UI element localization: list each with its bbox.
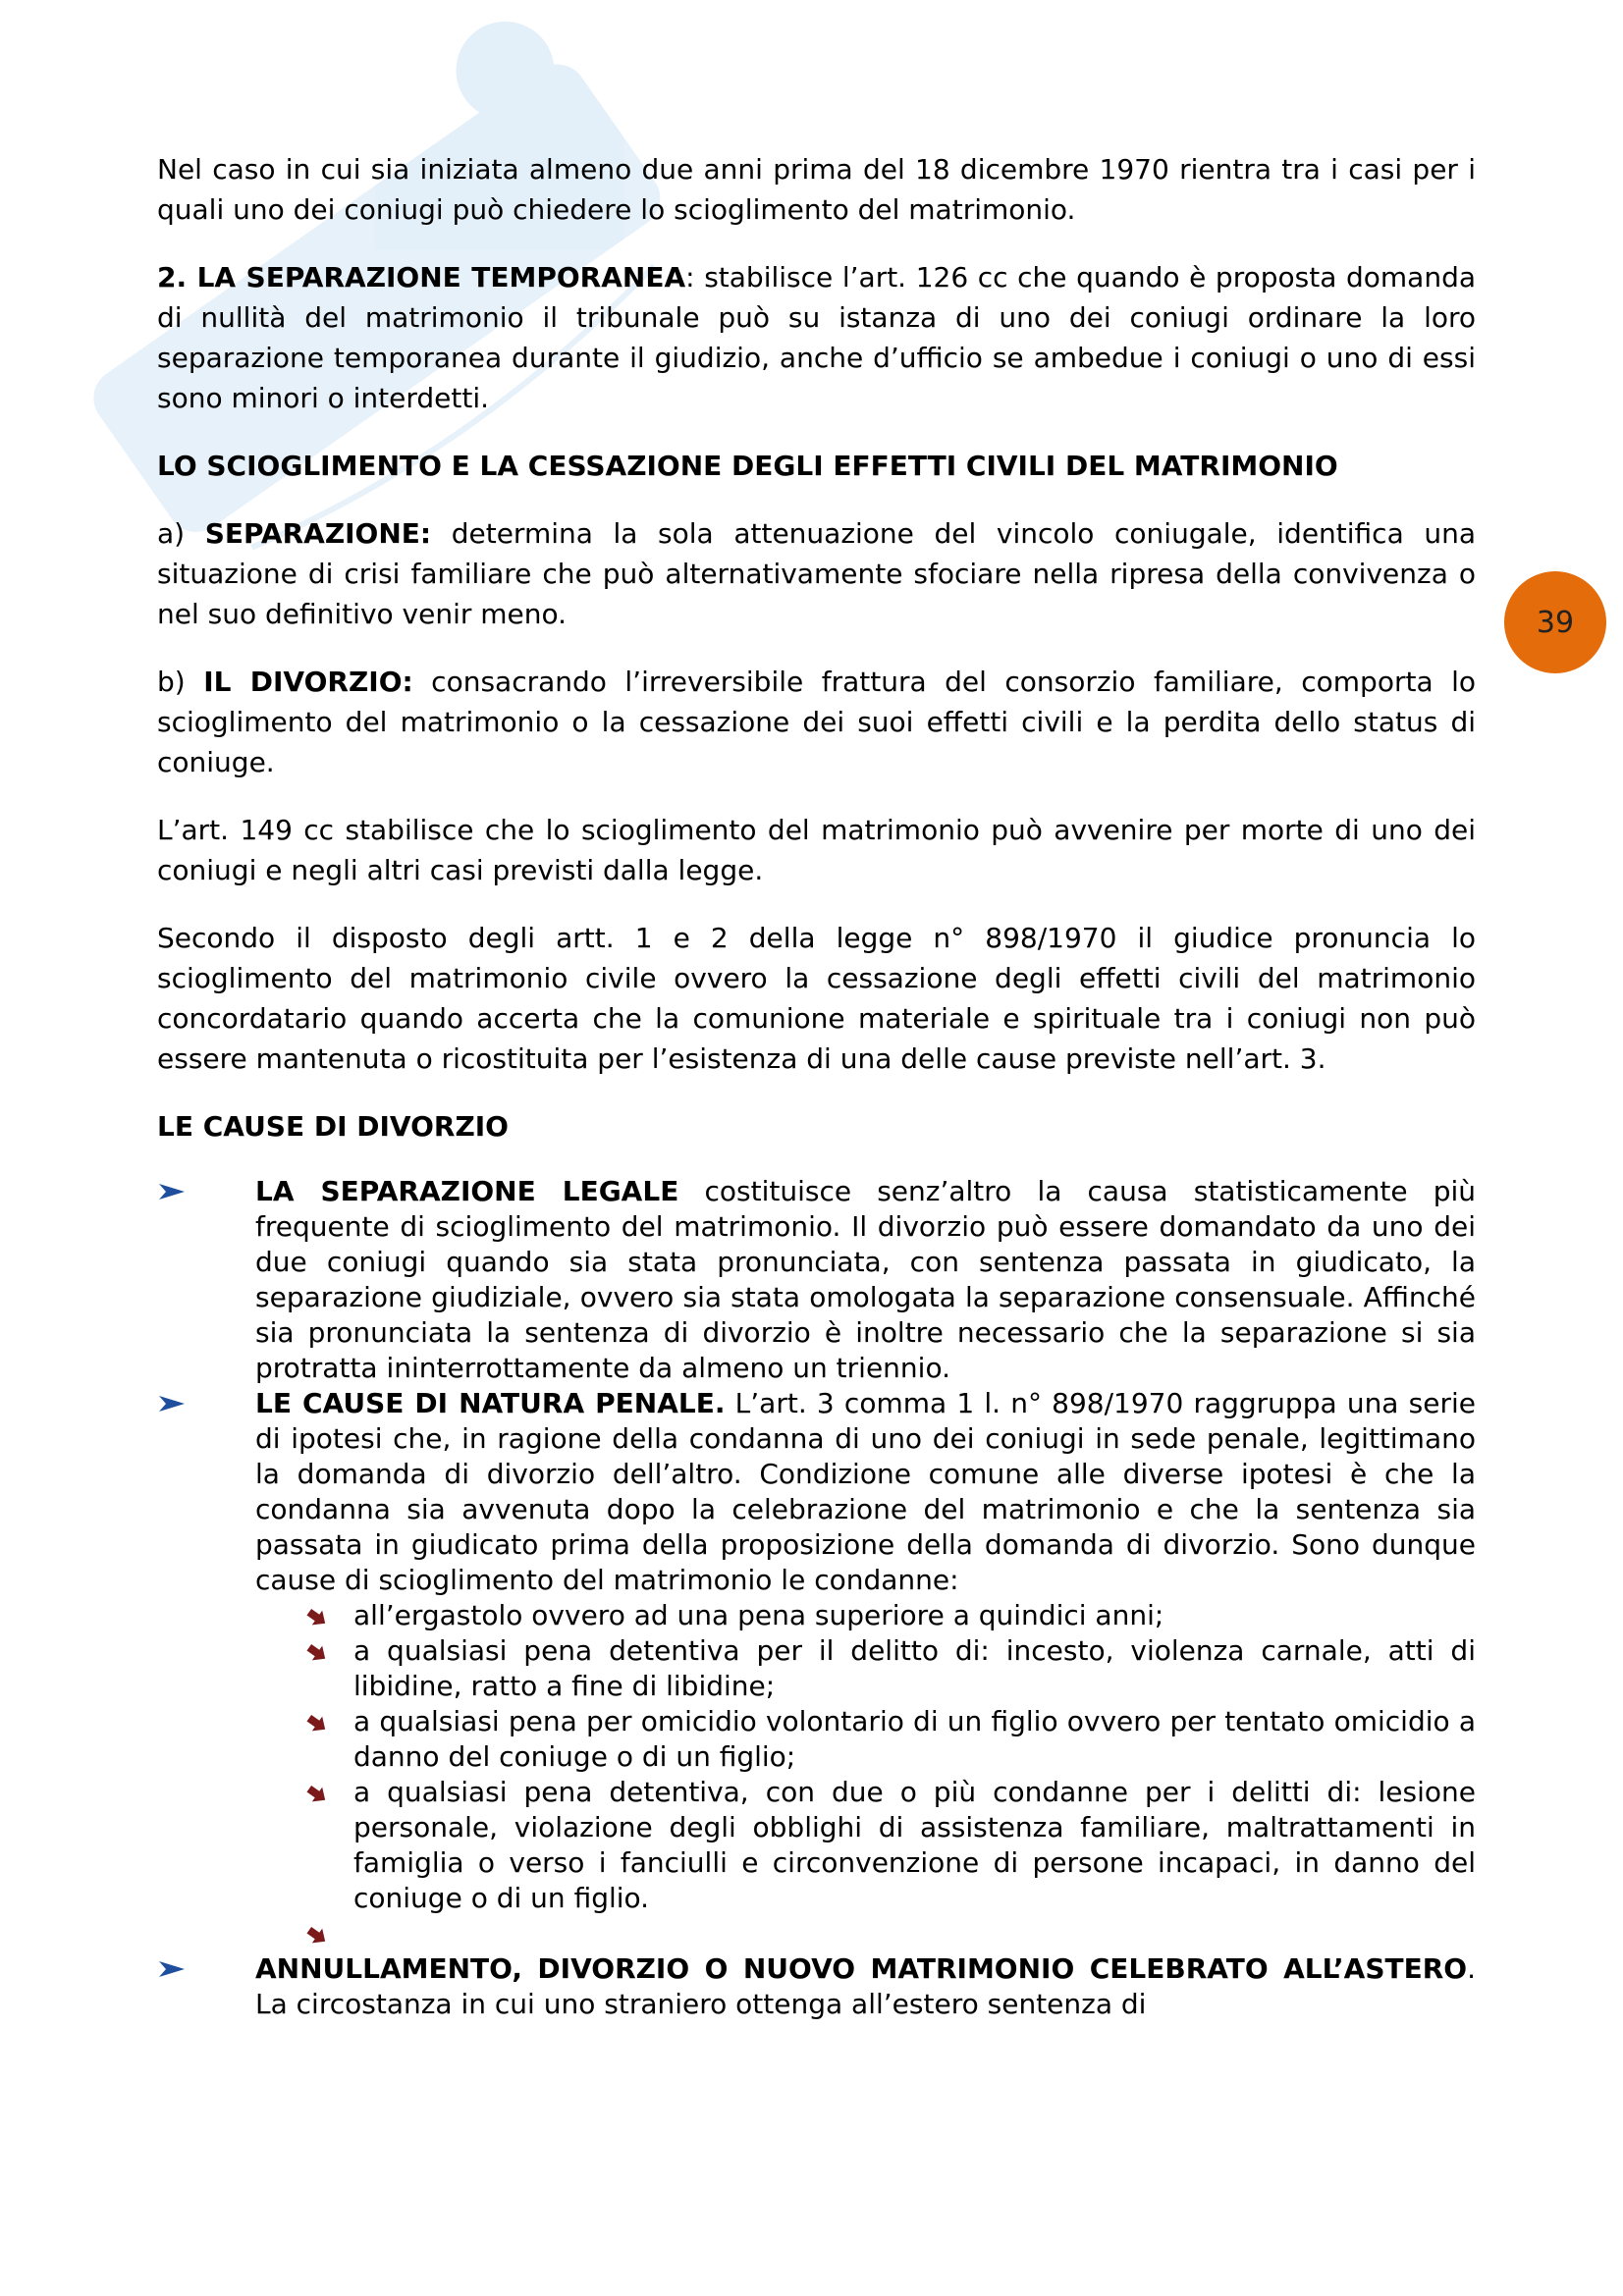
condanna-item — [255, 1598, 1476, 1633]
separazione-item — [157, 513, 1476, 634]
arrow-down-bullet-icon — [306, 1714, 328, 1734]
separazione-temporanea-text: : stabilisce l’art. 126 cc che quando è proposta domanda di nullità del matrimonio il tribunale può su istanza di uno dei coniugi ordinare la loro separazione temporanea durante il giudizio, anche d’ufficio se ambedue i coniugi o uno di essi sono minori o interdetti. — [157, 261, 1476, 414]
arrow-down-bullet-icon — [306, 1608, 328, 1628]
arrow-bullet-icon — [157, 1959, 187, 1979]
art149-paragraph: L’art. 149 cc stabilisce che lo scioglimento del matrimonio può avvenire per morte di uno dei coniugi e negli altri casi previsti dalla legge. — [157, 814, 1476, 886]
intro-paragraph: Nel caso in cui sia iniziata almeno due anni prima del 18 dicembre 1970 rientra tra i casi per i quali uno dei coniugi può chiedere lo scioglimento del matrimonio. — [157, 153, 1476, 226]
arrow-down-bullet-icon — [306, 1643, 328, 1663]
scioglimento-heading: LO SCIOGLIMENTO E LA CESSAZIONE DEGLI EFFETTI CIVILI DEL MATRIMONIO — [157, 450, 1338, 482]
separazione-temporanea-heading: 2. LA SEPARAZIONE TEMPORANEA — [157, 261, 686, 294]
arrow-bullet-icon — [157, 1394, 187, 1414]
cause-3-text: . La circostanza in cui uno straniero ottenga all’estero sentenza di — [255, 1952, 1476, 2020]
condanna-text: a qualsiasi pena per omicidio volontario di un figlio ovvero per tentato omicidio a danno del coniuge o di un figlio; — [353, 1705, 1476, 1773]
cause-1-heading: LA SEPARAZIONE LEGALE — [255, 1175, 679, 1207]
cause-item-separazione-legale — [157, 1174, 1476, 1386]
arrow-bullet-icon — [157, 1182, 187, 1201]
divorzio-item — [157, 662, 1476, 782]
cause-item-annullamento-estero — [157, 1951, 1476, 2022]
cause-3-heading: ANNULLAMENTO, DIVORZIO O NUOVO MATRIMONIO CELEBRATO ALL’ASTERO — [255, 1952, 1468, 1985]
cause-item-natura-penale — [157, 1386, 1476, 1951]
legge898-paragraph: Secondo il disposto degli artt. 1 e 2 della legge n° 898/1970 il giudice pronuncia lo scioglimento del matrimonio civile ovvero la cessazione degli effetti civili del matrimonio concordatario quando accerta che la comunione materiale e spirituale tra i coniugi non può essere mantenuta o ricostituita per l’esistenza di una delle cause previste nell’art. 3. — [157, 922, 1476, 1075]
item-a-heading: SEPARAZIONE: — [204, 517, 432, 550]
separazione-temporanea-paragraph — [157, 257, 1476, 418]
page-number-badge: 39 — [1504, 571, 1606, 673]
cause-2-text: L’art. 3 comma 1 l. n° 898/1970 raggruppa una serie di ipotesi che, in ragione della condanna di uno dei coniugi in sede penale, legittimano la domanda di divorzio dell’altro. Condizione comune alle diverse ipotesi è che la condanna sia avvenuta dopo la celebrazione del matrimonio e che la sentenza sia passata in giudicato prima della proposizione della domanda di divorzio. Sono dunque cause di scioglimento del matrimonio le condanne: — [255, 1387, 1476, 1596]
item-a-text: determina la sola attenuazione del vincolo coniugale, identifica una situazione di crisi familiare che può alternativamente sfociare nella ripresa della convivenza o nel suo definitivo venir meno. — [157, 517, 1476, 630]
item-b-prefix: b) — [157, 666, 204, 698]
item-a-prefix: a) — [157, 517, 205, 550]
cause-list — [157, 1174, 1476, 2022]
cause-2-heading: LE CAUSE DI NATURA PENALE. — [255, 1387, 726, 1419]
condanna-item-empty — [255, 1916, 1476, 1951]
arrow-down-bullet-icon — [306, 1926, 328, 1946]
condanne-list — [255, 1598, 1476, 1951]
cause-1-text: costituisce senz’altro la causa statisticamente più frequente di scioglimento del matrimonio. Il divorzio può essere domandato da uno dei due coniugi quando sia stata pronunciata, con sentenza passata in giudicato, la separazione giudiziale, ovvero sia stata omologata la separazione consensuale. Affinché sia pronunciata la sentenza di divorzio è inoltre necessario che la separazione si sia protratta ininterrottamente da almeno un triennio. — [255, 1175, 1477, 1384]
condanna-item — [255, 1775, 1476, 1916]
arrow-down-bullet-icon — [306, 1785, 328, 1804]
condanna-text: a qualsiasi pena detentiva, con due o più condanne per i delitti di: lesione personale, violazione degli obblighi di assistenza familiare, maltrattamenti in famiglia o verso i fanciulli e circonvenzione di persone incapaci, in danno del coniuge o di un figlio. — [353, 1776, 1476, 1914]
item-b-text: consacrando l’irreversibile frattura del consorzio familiare, comporta lo scioglimento del matrimonio o la cessazione dei suoi effetti civili e la perdita dello status di coniuge. — [157, 666, 1476, 778]
condanna-text: all’ergastolo ovvero ad una pena superiore a quindici anni; — [353, 1599, 1164, 1631]
condanna-item — [255, 1704, 1476, 1775]
document-body — [157, 149, 1476, 2022]
condanna-item — [255, 1633, 1476, 1704]
condanna-text: a qualsiasi pena detentiva per il delitto di: incesto, violenza carnale, atti di libidine, ratto a fine di libidine; — [353, 1634, 1476, 1702]
cause-heading: LE CAUSE DI DIVORZIO — [157, 1110, 509, 1143]
item-b-heading: IL DIVORZIO: — [203, 666, 413, 698]
